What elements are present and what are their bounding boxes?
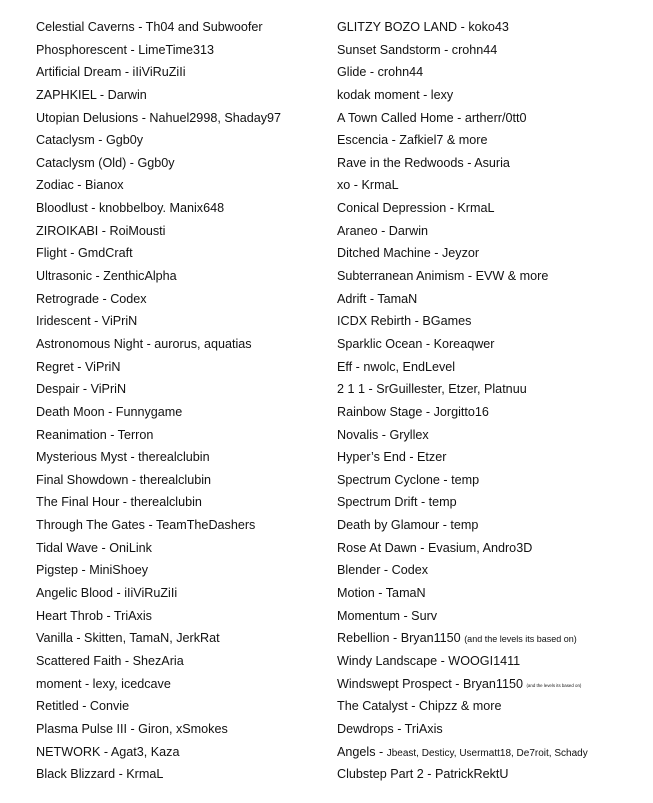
level-entry (36, 84, 346, 107)
level-entry-text: Mysterious Myst - therealclubin (36, 450, 210, 465)
level-entry (36, 288, 346, 311)
level-entry-text: A Town Called Home - artherr/0tt0 (337, 110, 527, 125)
level-entry-text: Death Moon - Funnygame (36, 404, 183, 419)
level-entry (337, 107, 647, 130)
level-entry (337, 559, 647, 582)
level-entry-text: Adrift - TamaN (337, 291, 418, 306)
level-entry-text: Eff - nwolc, EndLevel (337, 359, 456, 374)
level-entry (337, 84, 647, 107)
level-entry-text: Regret - ViPriN (36, 359, 121, 374)
level-entry (337, 333, 647, 356)
right-column (337, 16, 647, 786)
level-entry-text: Black Blizzard - KrmaL (36, 767, 164, 782)
level-entry-text: Escencia - Zafkiel7 & more (337, 133, 488, 148)
level-entry (36, 220, 346, 243)
level-entry (337, 537, 647, 560)
level-entry-text: Artificial Dream - iIiViRuZiIi (36, 65, 186, 80)
level-entry (36, 537, 346, 560)
level-entry (337, 265, 647, 288)
level-entry (337, 288, 647, 311)
level-entry (337, 129, 647, 152)
level-entry-text: Retrograde - Codex (36, 291, 147, 306)
level-entry-text: Utopian Delusions - Nahuel2998, Shaday97 (36, 110, 282, 125)
level-entry (36, 39, 346, 62)
level-entry (337, 61, 647, 84)
level-entry (337, 424, 647, 447)
level-entry (36, 446, 346, 469)
level-entry (36, 107, 346, 130)
level-entry-text: Rose At Dawn - Evasium, Andro3D (337, 540, 533, 555)
level-entry-text: Subterranean Animism - EVW & more (337, 269, 549, 284)
level-entry (36, 129, 346, 152)
level-entry (36, 469, 346, 492)
level-entry-text: Iridescent - ViPriN (36, 314, 138, 329)
level-entry-text: 2 1 1 - SrGuillester, Etzer, Platnuu (337, 382, 527, 397)
level-entry-text: Through The Gates - TeamTheDashers (36, 518, 256, 533)
level-entry (337, 446, 647, 469)
level-entry (36, 650, 346, 673)
level-entry-text: Spectrum Cyclone - temp (337, 472, 480, 487)
level-entry (337, 763, 647, 786)
level-entry (36, 378, 346, 401)
level-entry-text: Pigstep - MiniShoey (36, 563, 148, 578)
level-entry-text: Phosphorescent - LimeTime313 (36, 42, 215, 57)
level-entry-text: Death by Glamour - temp (337, 518, 479, 533)
level-entry-note: (and the levels its based on) (526, 682, 582, 688)
level-entry (36, 491, 346, 514)
level-entry-text: NETWORK - Agat3, Kaza (36, 744, 180, 759)
level-entry (36, 559, 346, 582)
level-entry-text: Scattered Faith - ShezAria (36, 653, 184, 668)
level-entry (36, 333, 346, 356)
level-entry-text: Dewdrops - TriAxis (337, 721, 443, 736)
level-entry (36, 152, 346, 175)
level-entry (337, 356, 647, 379)
level-entry-text: Ditched Machine - Jeyzor (337, 246, 480, 261)
level-entry-text: moment - lexy, icedcave (36, 676, 171, 691)
level-entry (337, 605, 647, 628)
level-entry-text: Windy Landscape - WOOGI1411 (337, 653, 521, 668)
level-entry-text: GLITZY BOZO LAND - koko43 (337, 20, 509, 34)
level-entry-text: Angelic Blood - iIiViRuZiIi (36, 586, 178, 601)
level-entry (36, 265, 346, 288)
level-entry-text: Astronomous Night - aurorus, aquatias (36, 336, 252, 351)
level-entry (36, 174, 346, 197)
level-entry (337, 152, 647, 175)
level-entry-text: Retitled - Convie (36, 699, 130, 714)
level-entry (36, 695, 346, 718)
level-entry-text: ICDX Rebirth - BGames (337, 314, 472, 329)
level-entry (337, 469, 647, 492)
level-entry (337, 582, 647, 605)
level-entry-text: Sunset Sandstorm - crohn44 (337, 42, 498, 57)
level-entry-text: Rave in the Redwoods - Asuria (337, 155, 510, 170)
level-entry-text: Araneo - Darwin (337, 223, 428, 238)
level-entry-text: Rebellion - Bryan1150 (337, 631, 461, 646)
level-entry-note: (and the levels its based on) (464, 634, 577, 645)
left-column (36, 16, 346, 786)
level-entry (36, 424, 346, 447)
level-entry (36, 582, 346, 605)
level-entry-text: Hyper’s End - Etzer (337, 450, 447, 465)
level-entry-text: Reanimation - Terron (36, 427, 154, 442)
level-entry-text: Clubstep Part 2 - PatrickRektU (337, 767, 509, 782)
level-entry (36, 718, 346, 741)
level-entry-text: The Final Hour - therealclubin (36, 495, 202, 510)
level-entry-text: Final Showdown - therealclubin (36, 472, 212, 487)
level-entry (337, 401, 647, 424)
level-entry-text: Flight - GmdCraft (36, 246, 133, 261)
level-entry-text: Conical Depression - KrmaL (337, 201, 495, 216)
level-entry (36, 627, 346, 650)
level-entry-text: Plasma Pulse III - Giron, xSmokes (36, 721, 228, 736)
level-entry (36, 242, 346, 265)
level-entry-text: Motion - TamaN (337, 586, 426, 601)
level-entry (36, 741, 346, 764)
level-entry-text: Zodiac - Bianox (36, 178, 124, 193)
level-entry (36, 401, 346, 424)
level-entry-text: Celestial Caverns - Th04 and Subwoofer (36, 20, 263, 34)
level-entry (337, 627, 647, 650)
level-entry-creators: Jbeast, Desticy, Usermatt18, De7roit, Schady (386, 747, 588, 759)
level-entry (337, 310, 647, 333)
level-entry (337, 378, 647, 401)
level-entry (337, 650, 647, 673)
level-entry (36, 514, 346, 537)
level-entry (36, 197, 346, 220)
level-entry-text: Novalis - Gryllex (337, 427, 429, 442)
level-entry (337, 491, 647, 514)
level-entry-text: The Catalyst - Chipzz & more (337, 699, 502, 714)
level-entry-text: Blender - Codex (337, 563, 429, 578)
level-entry-text: xo - KrmaL (337, 178, 399, 193)
level-entry (36, 356, 346, 379)
level-entry-text: kodak moment - lexy (337, 87, 454, 102)
level-entry-text: Rainbow Stage - Jorgitto16 (337, 404, 489, 419)
level-entry (337, 197, 647, 220)
level-entry (36, 673, 346, 696)
level-entry (337, 695, 647, 718)
level-entry-text: Tidal Wave - OniLink (36, 540, 152, 555)
level-entry-text: Ultrasonic - ZenthicAlpha (36, 269, 177, 284)
level-entry-text: Cataclysm - Ggb0y (36, 133, 144, 148)
level-entry-text: Momentum - Surv (337, 608, 438, 623)
level-entry (337, 16, 647, 39)
level-entry-text: Spectrum Drift - temp (337, 495, 457, 510)
level-entry (337, 220, 647, 243)
level-entry (337, 718, 647, 741)
level-entry (337, 174, 647, 197)
level-entry (337, 673, 647, 696)
level-entry-text: ZAPHKIEL - Darwin (36, 87, 147, 102)
level-entry-text: Vanilla - Skitten, TamaN, JerkRat (36, 631, 220, 646)
level-entry (337, 514, 647, 537)
level-entry-text: Glide - crohn44 (337, 65, 424, 80)
level-entry (36, 763, 346, 786)
level-entry-text: Despair - ViPriN (36, 382, 127, 397)
level-entry (337, 39, 647, 62)
level-entry (36, 310, 346, 333)
level-entry (36, 605, 346, 628)
level-entry-text: Bloodlust - knobbelboy. Manix648 (36, 201, 225, 216)
level-entry-text: Cataclysm (Old) - Ggb0y (36, 155, 175, 170)
level-entry (337, 242, 647, 265)
level-entry (36, 16, 346, 39)
level-entry (337, 741, 647, 764)
level-entry-text: Angels - (337, 744, 387, 759)
level-entry-text: Sparklic Ocean - Koreaqwer (337, 336, 495, 351)
level-entry (36, 61, 346, 84)
level-entry-text: Windswept Prospect - Bryan1150 (337, 676, 523, 691)
level-entry-text: Heart Throb - TriAxis (36, 608, 152, 623)
level-list (0, 16, 653, 796)
level-entry-text: ZIROIKABI - RoiMousti (36, 223, 166, 238)
